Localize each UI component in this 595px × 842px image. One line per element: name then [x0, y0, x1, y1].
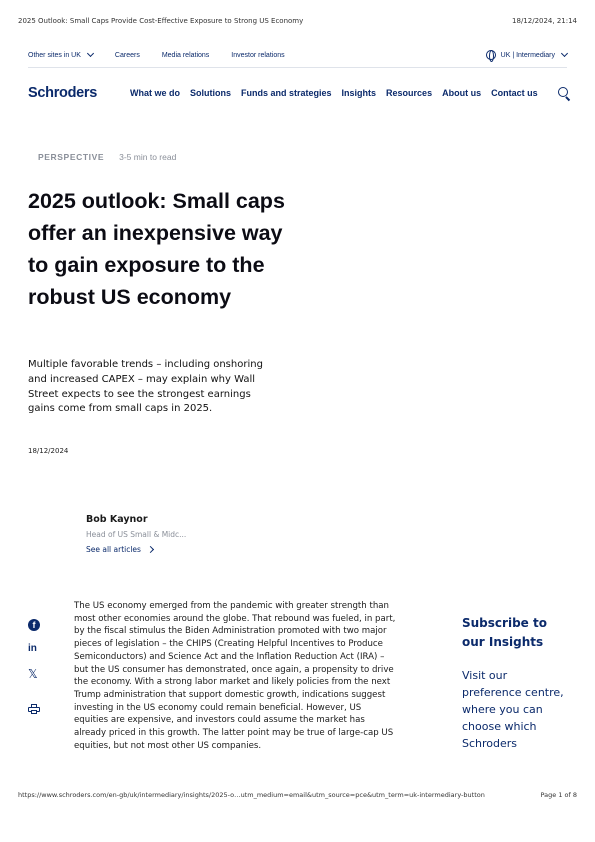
investor-relations-link[interactable]: Investor relations	[231, 51, 285, 59]
author-name[interactable]: Bob Kaynor	[86, 514, 148, 525]
subscribe-panel	[462, 614, 567, 752]
nav-item-insights[interactable]: Insights	[341, 88, 377, 98]
globe-icon	[486, 50, 496, 60]
article-body: The US economy emerged from the pandemic with greater strength than most other economies around the globe. That rebound was fueled, in part, by the fiscal stimulus the Biden Administration promoted with two major pieces of legislation – the CHIPS (Creating Helpful Incentives to Produce Semiconductors) and Science Act and the Inflation Reduction Act (IRA) – but the US consumer has demonstrated, once again, a propensity to drive the economy. With a strong labor market and likely policies from the next Trump administration that support domestic growth, indications suggest investing in the US economy could remain beneficial. However, US equities are expensive, and investors could assume the market has already priced in this growth. The latter point may be true of large-cap US equities, but not most other US companies.	[74, 601, 396, 751]
read-time: 3-5 min to read	[119, 152, 177, 162]
chevron-right-icon	[147, 546, 154, 553]
careers-link[interactable]: Careers	[114, 51, 140, 59]
print-header-title: 2025 Outlook: Small Caps Provide Cost-Effective Exposure to Strong US Economy	[18, 17, 304, 25]
print-icon[interactable]	[28, 704, 40, 714]
region-label: UK | Intermediary	[500, 51, 555, 59]
subscribe-body: Visit our preference centre, where you can choose which Schroders	[462, 669, 564, 750]
article-meta	[38, 152, 176, 162]
see-all-articles-label: See all articles	[86, 545, 141, 554]
article-date: 18/12/2024	[28, 447, 69, 455]
facebook-icon[interactable]: f	[28, 619, 40, 631]
search-icon[interactable]	[557, 86, 571, 100]
print-header	[18, 17, 577, 29]
region-selector[interactable]	[486, 50, 567, 60]
article-subtitle: Multiple favorable trends – including onshoring and increased CAPEX – may explain why Wall Street expects to see the strongest earnings gains come from small caps in 2025.	[28, 359, 263, 415]
nav-items	[130, 88, 548, 98]
utility-bar	[28, 46, 567, 64]
other-sites-dropdown[interactable]	[28, 52, 93, 59]
nav-item-funds-and-strategies[interactable]: Funds and strategies	[241, 88, 332, 98]
print-footer-url: https://www.schroders.com/en-gb/uk/intermediary/insights/2025-o…utm_medium=email&utm_source=pce&utm_term=uk-intermediary-button	[18, 791, 485, 799]
header-divider	[28, 67, 567, 68]
print-header-datetime: 18/12/2024, 21:14	[512, 17, 577, 25]
other-sites-label: Other sites in UK	[28, 51, 81, 59]
print-footer-page: Page 1 of 8	[540, 791, 577, 799]
nav-item-about-us[interactable]: About us	[442, 88, 482, 98]
media-relations-link[interactable]: Media relations	[161, 51, 210, 59]
nav-item-solutions[interactable]: Solutions	[190, 88, 231, 98]
main-nav	[28, 82, 571, 104]
subscribe-title[interactable]: Subscribe to our Insights	[462, 616, 547, 649]
author-role: Head of US Small & Midc...	[86, 530, 187, 539]
see-all-articles-link[interactable]	[86, 545, 186, 554]
nav-item-what-we-do[interactable]: What we do	[130, 88, 180, 98]
chevron-down-icon	[561, 50, 568, 57]
x-icon[interactable]: 𝕏	[28, 667, 38, 681]
linkedin-icon[interactable]: in	[28, 643, 37, 654]
nav-item-resources[interactable]: Resources	[386, 88, 433, 98]
nav-item-contact-us[interactable]: Contact us	[491, 88, 538, 98]
print-footer	[18, 791, 577, 803]
article-title: 2025 outlook: Small caps offer an inexpensive way to gain exposure to the robust US economy	[28, 189, 285, 309]
article-tag: PERSPECTIVE	[38, 152, 105, 162]
schroders-logo[interactable]: Schroders	[28, 85, 98, 101]
author-card	[86, 514, 186, 554]
chevron-down-icon	[87, 50, 94, 57]
